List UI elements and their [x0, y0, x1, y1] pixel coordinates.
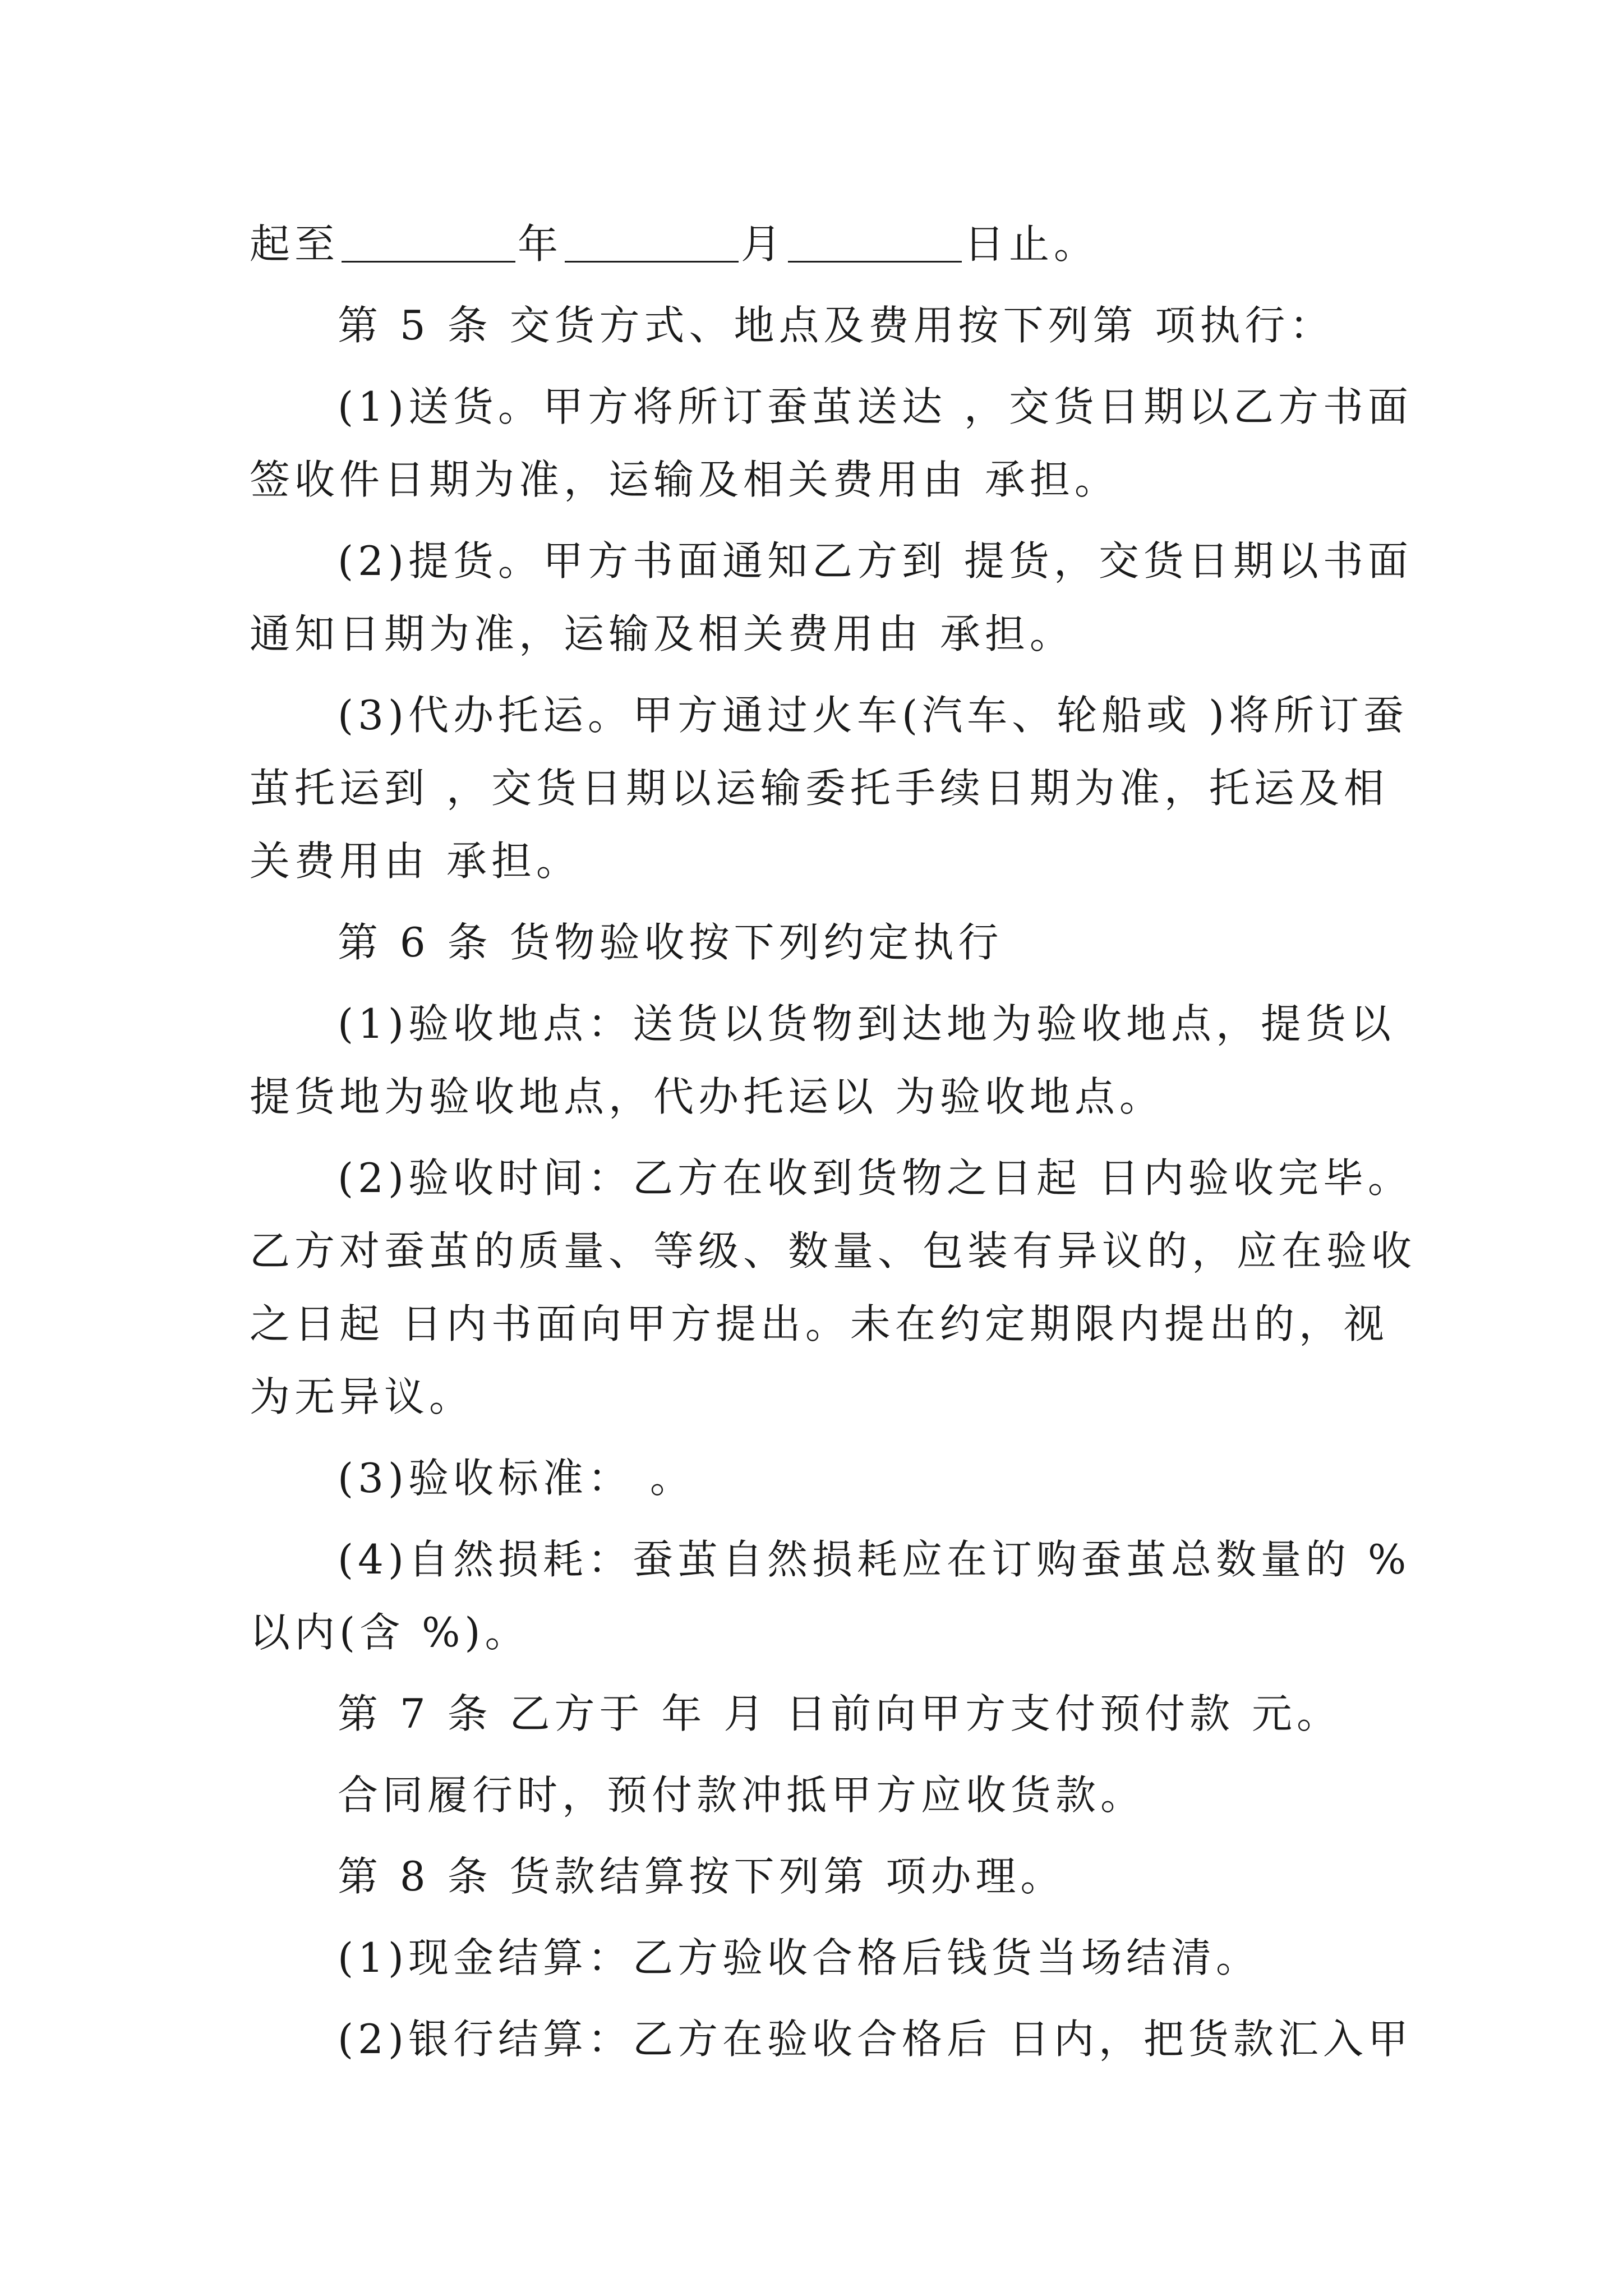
paragraph-line: 茧托运到 ，交货日期以运输委托手续日期为准，托运及相 [250, 765, 1389, 812]
article-8-heading: 第 8 条 货款结算按下列第 项办理。 [338, 1853, 1066, 1900]
paragraph-line: (2)验收时间：乙方在收到货物之日起 日内验收完毕。 [338, 1154, 1413, 1202]
paragraph-line: (3)验收标准： 。 [338, 1455, 695, 1502]
paragraph-line: 签收件日期为准，运输及相关费用由 承担。 [250, 456, 1119, 503]
day-blank [788, 259, 962, 263]
paragraph-line: (2)银行结算：乙方在验收合格后 日内，把货款汇入甲 [338, 2016, 1413, 2063]
text-segment: 日止。 [964, 220, 1099, 268]
paragraph-line: (1)现金结算：乙方验收合格后钱货当场结清。 [338, 1934, 1261, 1981]
paragraph-line: 以内(含 %)。 [250, 1609, 530, 1656]
paragraph-line: (1)送货。甲方将所订蚕茧送达 ，交货日期以乙方书面 [338, 383, 1413, 430]
text-segment: 起至 [250, 220, 340, 268]
month-blank [565, 259, 739, 263]
paragraph-line: (4)自然损耗：蚕茧自然损耗应在订购蚕茧总数量的 % [338, 1536, 1411, 1583]
paragraph-line: (1)验收地点：送货以货物到达地为验收地点，提货以 [338, 1000, 1395, 1047]
paragraph-line: 提货地为验收地点，代办托运以 为验收地点。 [250, 1073, 1164, 1120]
article-6-heading: 第 6 条 货物验收按下列约定执行 [338, 919, 1003, 966]
text-segment: 月 [741, 220, 786, 268]
paragraph-line: 通知日期为准，运输及相关费用由 承担。 [250, 610, 1075, 657]
article-5-heading: 第 5 条 交货方式、地点及费用按下列第 项执行： [338, 302, 1335, 349]
paragraph-line: 之日起 日内书面向甲方提出。未在约定期限内提出的，视 [250, 1300, 1389, 1347]
paragraph-line: 乙方对蚕茧的质量、等级、数量、包装有异议的，应在验收 [250, 1227, 1417, 1274]
paragraph-line: 关费用由 承担。 [250, 838, 581, 885]
paragraph-line: 合同履行时，预付款冲抵甲方应收货款。 [338, 1772, 1146, 1819]
year-blank [342, 259, 515, 263]
term-end-date-line [250, 210, 1099, 278]
text-segment: 年 [518, 220, 563, 268]
paragraph-line: (2)提货。甲方书面通知乙方到 提货，交货日期以书面 [338, 537, 1413, 585]
article-7-heading: 第 7 条 乙方于 年 月 日前向甲方支付预付款 元。 [338, 1690, 1342, 1737]
paragraph-line: (3)代办托运。甲方通过火车(汽车、轮船或 )将所订蚕 [338, 692, 1409, 739]
paragraph-line: 为无异议。 [250, 1373, 474, 1420]
